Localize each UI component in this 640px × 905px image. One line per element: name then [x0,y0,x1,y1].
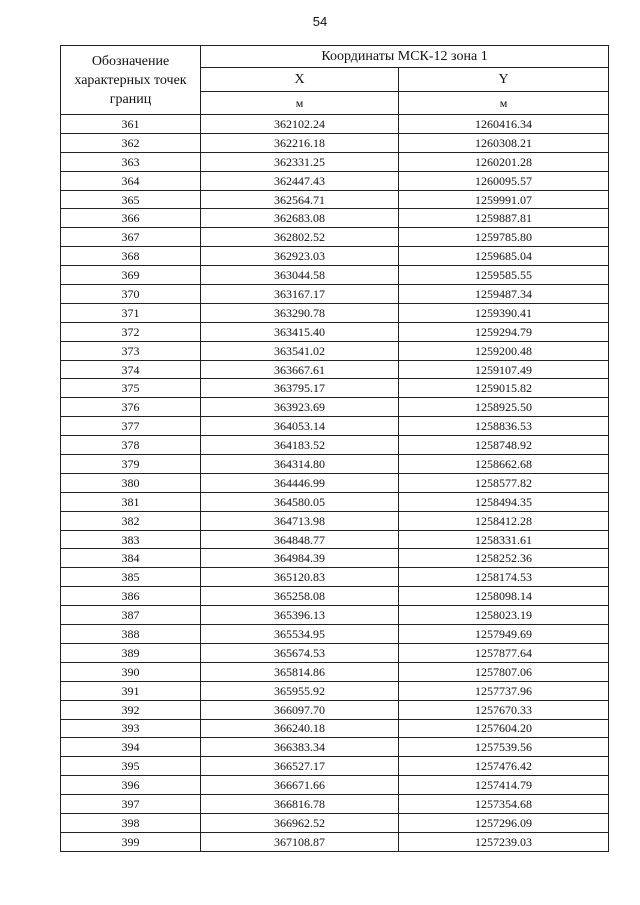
x-coordinate-cell: 365534.95 [201,625,399,644]
y-coordinate-cell: 1260201.28 [399,152,609,171]
table-row [61,436,609,455]
table-row [61,625,609,644]
table-row [61,303,609,322]
y-coordinate-cell: 1257239.03 [399,832,609,851]
y-coordinate-cell: 1257807.06 [399,662,609,681]
x-coordinate-cell: 363044.58 [201,266,399,285]
x-coordinate-cell: 363167.17 [201,285,399,304]
x-coordinate-cell: 365258.08 [201,587,399,606]
table-row [61,152,609,171]
y-coordinate-cell: 1259200.48 [399,341,609,360]
point-id-cell: 392 [61,700,201,719]
x-coordinate-cell: 366240.18 [201,719,399,738]
y-coordinate-cell: 1259107.49 [399,360,609,379]
table-row [61,209,609,228]
x-coordinate-cell: 366816.78 [201,795,399,814]
y-coordinate-cell: 1257604.20 [399,719,609,738]
table-row [61,228,609,247]
table-row [61,549,609,568]
y-coordinate-cell: 1260095.57 [399,171,609,190]
point-id-cell: 396 [61,776,201,795]
y-coordinate-cell: 1258098.14 [399,587,609,606]
x-coordinate-cell: 362683.08 [201,209,399,228]
x-coordinate-cell: 366097.70 [201,700,399,719]
point-id-cell: 365 [61,190,201,209]
point-id-cell: 399 [61,832,201,851]
y-coordinate-cell: 1258023.19 [399,606,609,625]
x-coordinate-cell: 365955.92 [201,681,399,700]
point-id-cell: 368 [61,247,201,266]
x-coordinate-cell: 362331.25 [201,152,399,171]
y-coordinate-cell: 1257354.68 [399,795,609,814]
y-coordinate-cell: 1257670.33 [399,700,609,719]
y-coordinate-cell: 1257949.69 [399,625,609,644]
y-coordinate-cell: 1257476.42 [399,757,609,776]
table-row [61,190,609,209]
x-coordinate-cell: 364848.77 [201,530,399,549]
y-coordinate-cell: 1257737.96 [399,681,609,700]
y-coordinate-cell: 1260308.21 [399,133,609,152]
point-id-cell: 382 [61,511,201,530]
table-row [61,398,609,417]
y-coordinate-cell: 1258748.92 [399,436,609,455]
table-row [61,171,609,190]
table-body [61,115,609,852]
table-row [61,681,609,700]
x-coordinate-cell: 362102.24 [201,115,399,134]
x-coordinate-cell: 363923.69 [201,398,399,417]
y-coordinate-cell: 1257414.79 [399,776,609,795]
table-row [61,379,609,398]
point-id-cell: 364 [61,171,201,190]
x-coordinate-cell: 362564.71 [201,190,399,209]
x-coordinate-cell: 363415.40 [201,322,399,341]
y-coordinate-cell: 1258331.61 [399,530,609,549]
point-id-cell: 388 [61,625,201,644]
x-coordinate-cell: 364580.05 [201,492,399,511]
y-coordinate-cell: 1259785.80 [399,228,609,247]
table-row [61,266,609,285]
table-row [61,587,609,606]
x-coordinate-cell: 362447.43 [201,171,399,190]
point-id-cell: 376 [61,398,201,417]
y-coordinate-cell: 1259685.04 [399,247,609,266]
table-row [61,511,609,530]
table-row [61,738,609,757]
point-id-cell: 398 [61,813,201,832]
x-coordinate-cell: 366383.34 [201,738,399,757]
y-coordinate-cell: 1257296.09 [399,813,609,832]
point-id-cell: 374 [61,360,201,379]
coordinates-table [60,45,609,852]
x-coordinate-cell: 365120.83 [201,568,399,587]
point-id-cell: 362 [61,133,201,152]
y-coordinate-cell: 1258662.68 [399,455,609,474]
x-coordinate-cell: 364314.80 [201,455,399,474]
point-id-cell: 395 [61,757,201,776]
y-coordinate-cell: 1259487.34 [399,285,609,304]
point-id-cell: 389 [61,643,201,662]
point-id-cell: 370 [61,285,201,304]
x-coordinate-cell: 366962.52 [201,813,399,832]
y-coordinate-cell: 1257539.56 [399,738,609,757]
y-coordinate-cell: 1258494.35 [399,492,609,511]
y-coordinate-cell: 1259390.41 [399,303,609,322]
x-coordinate-cell: 362802.52 [201,228,399,247]
x-coordinate-cell: 364446.99 [201,473,399,492]
table-row [61,360,609,379]
point-id-cell: 385 [61,568,201,587]
point-id-cell: 372 [61,322,201,341]
point-id-cell: 390 [61,662,201,681]
y-coordinate-cell: 1257877.64 [399,643,609,662]
point-id-cell: 387 [61,606,201,625]
y-coordinate-cell: 1258577.82 [399,473,609,492]
x-coordinate-cell: 367108.87 [201,832,399,851]
point-id-cell: 393 [61,719,201,738]
y-coordinate-cell: 1258836.53 [399,417,609,436]
table-row [61,247,609,266]
x-coordinate-cell: 366527.17 [201,757,399,776]
point-id-cell: 367 [61,228,201,247]
table-row [61,492,609,511]
x-coordinate-cell: 363541.02 [201,341,399,360]
point-id-cell: 373 [61,341,201,360]
point-id-cell: 380 [61,473,201,492]
table-row [61,322,609,341]
coordinates-header: Координаты МСК-12 зона 1 [201,46,609,68]
y-column-header: Y [399,68,609,92]
point-id-cell: 394 [61,738,201,757]
designation-header: Обозначение характерных точек границ [61,46,201,115]
point-id-cell: 386 [61,587,201,606]
point-id-cell: 378 [61,436,201,455]
table-row [61,643,609,662]
point-id-cell: 391 [61,681,201,700]
x-column-header: X [201,68,399,92]
table-row [61,719,609,738]
y-unit-header: м [399,92,609,115]
x-coordinate-cell: 363795.17 [201,379,399,398]
y-coordinate-cell: 1259294.79 [399,322,609,341]
table-row [61,606,609,625]
table-row [61,700,609,719]
point-id-cell: 366 [61,209,201,228]
point-id-cell: 384 [61,549,201,568]
point-id-cell: 397 [61,795,201,814]
x-coordinate-cell: 365396.13 [201,606,399,625]
table-row [61,115,609,134]
y-coordinate-cell: 1258174.53 [399,568,609,587]
y-coordinate-cell: 1259991.07 [399,190,609,209]
y-coordinate-cell: 1259585.55 [399,266,609,285]
x-unit-header: м [201,92,399,115]
x-coordinate-cell: 362216.18 [201,133,399,152]
table-header [61,46,609,115]
y-coordinate-cell: 1260416.34 [399,115,609,134]
table-row [61,417,609,436]
x-coordinate-cell: 363667.61 [201,360,399,379]
table-row [61,662,609,681]
table-row [61,530,609,549]
table-row [61,473,609,492]
y-coordinate-cell: 1258925.50 [399,398,609,417]
x-coordinate-cell: 365814.86 [201,662,399,681]
table-row [61,133,609,152]
point-id-cell: 379 [61,455,201,474]
table-row [61,795,609,814]
x-coordinate-cell: 364053.14 [201,417,399,436]
point-id-cell: 375 [61,379,201,398]
x-coordinate-cell: 364183.52 [201,436,399,455]
table-row [61,757,609,776]
x-coordinate-cell: 366671.66 [201,776,399,795]
point-id-cell: 361 [61,115,201,134]
table-row [61,285,609,304]
point-id-cell: 369 [61,266,201,285]
table-row [61,776,609,795]
y-coordinate-cell: 1259015.82 [399,379,609,398]
point-id-cell: 371 [61,303,201,322]
table-row [61,813,609,832]
page-number: 54 [312,14,328,29]
point-id-cell: 377 [61,417,201,436]
x-coordinate-cell: 363290.78 [201,303,399,322]
x-coordinate-cell: 362923.03 [201,247,399,266]
y-coordinate-cell: 1259887.81 [399,209,609,228]
point-id-cell: 383 [61,530,201,549]
x-coordinate-cell: 364713.98 [201,511,399,530]
table-row [61,568,609,587]
x-coordinate-cell: 365674.53 [201,643,399,662]
table-row [61,455,609,474]
y-coordinate-cell: 1258412.28 [399,511,609,530]
y-coordinate-cell: 1258252.36 [399,549,609,568]
point-id-cell: 363 [61,152,201,171]
point-id-cell: 381 [61,492,201,511]
table-row [61,341,609,360]
x-coordinate-cell: 364984.39 [201,549,399,568]
table-row [61,832,609,851]
